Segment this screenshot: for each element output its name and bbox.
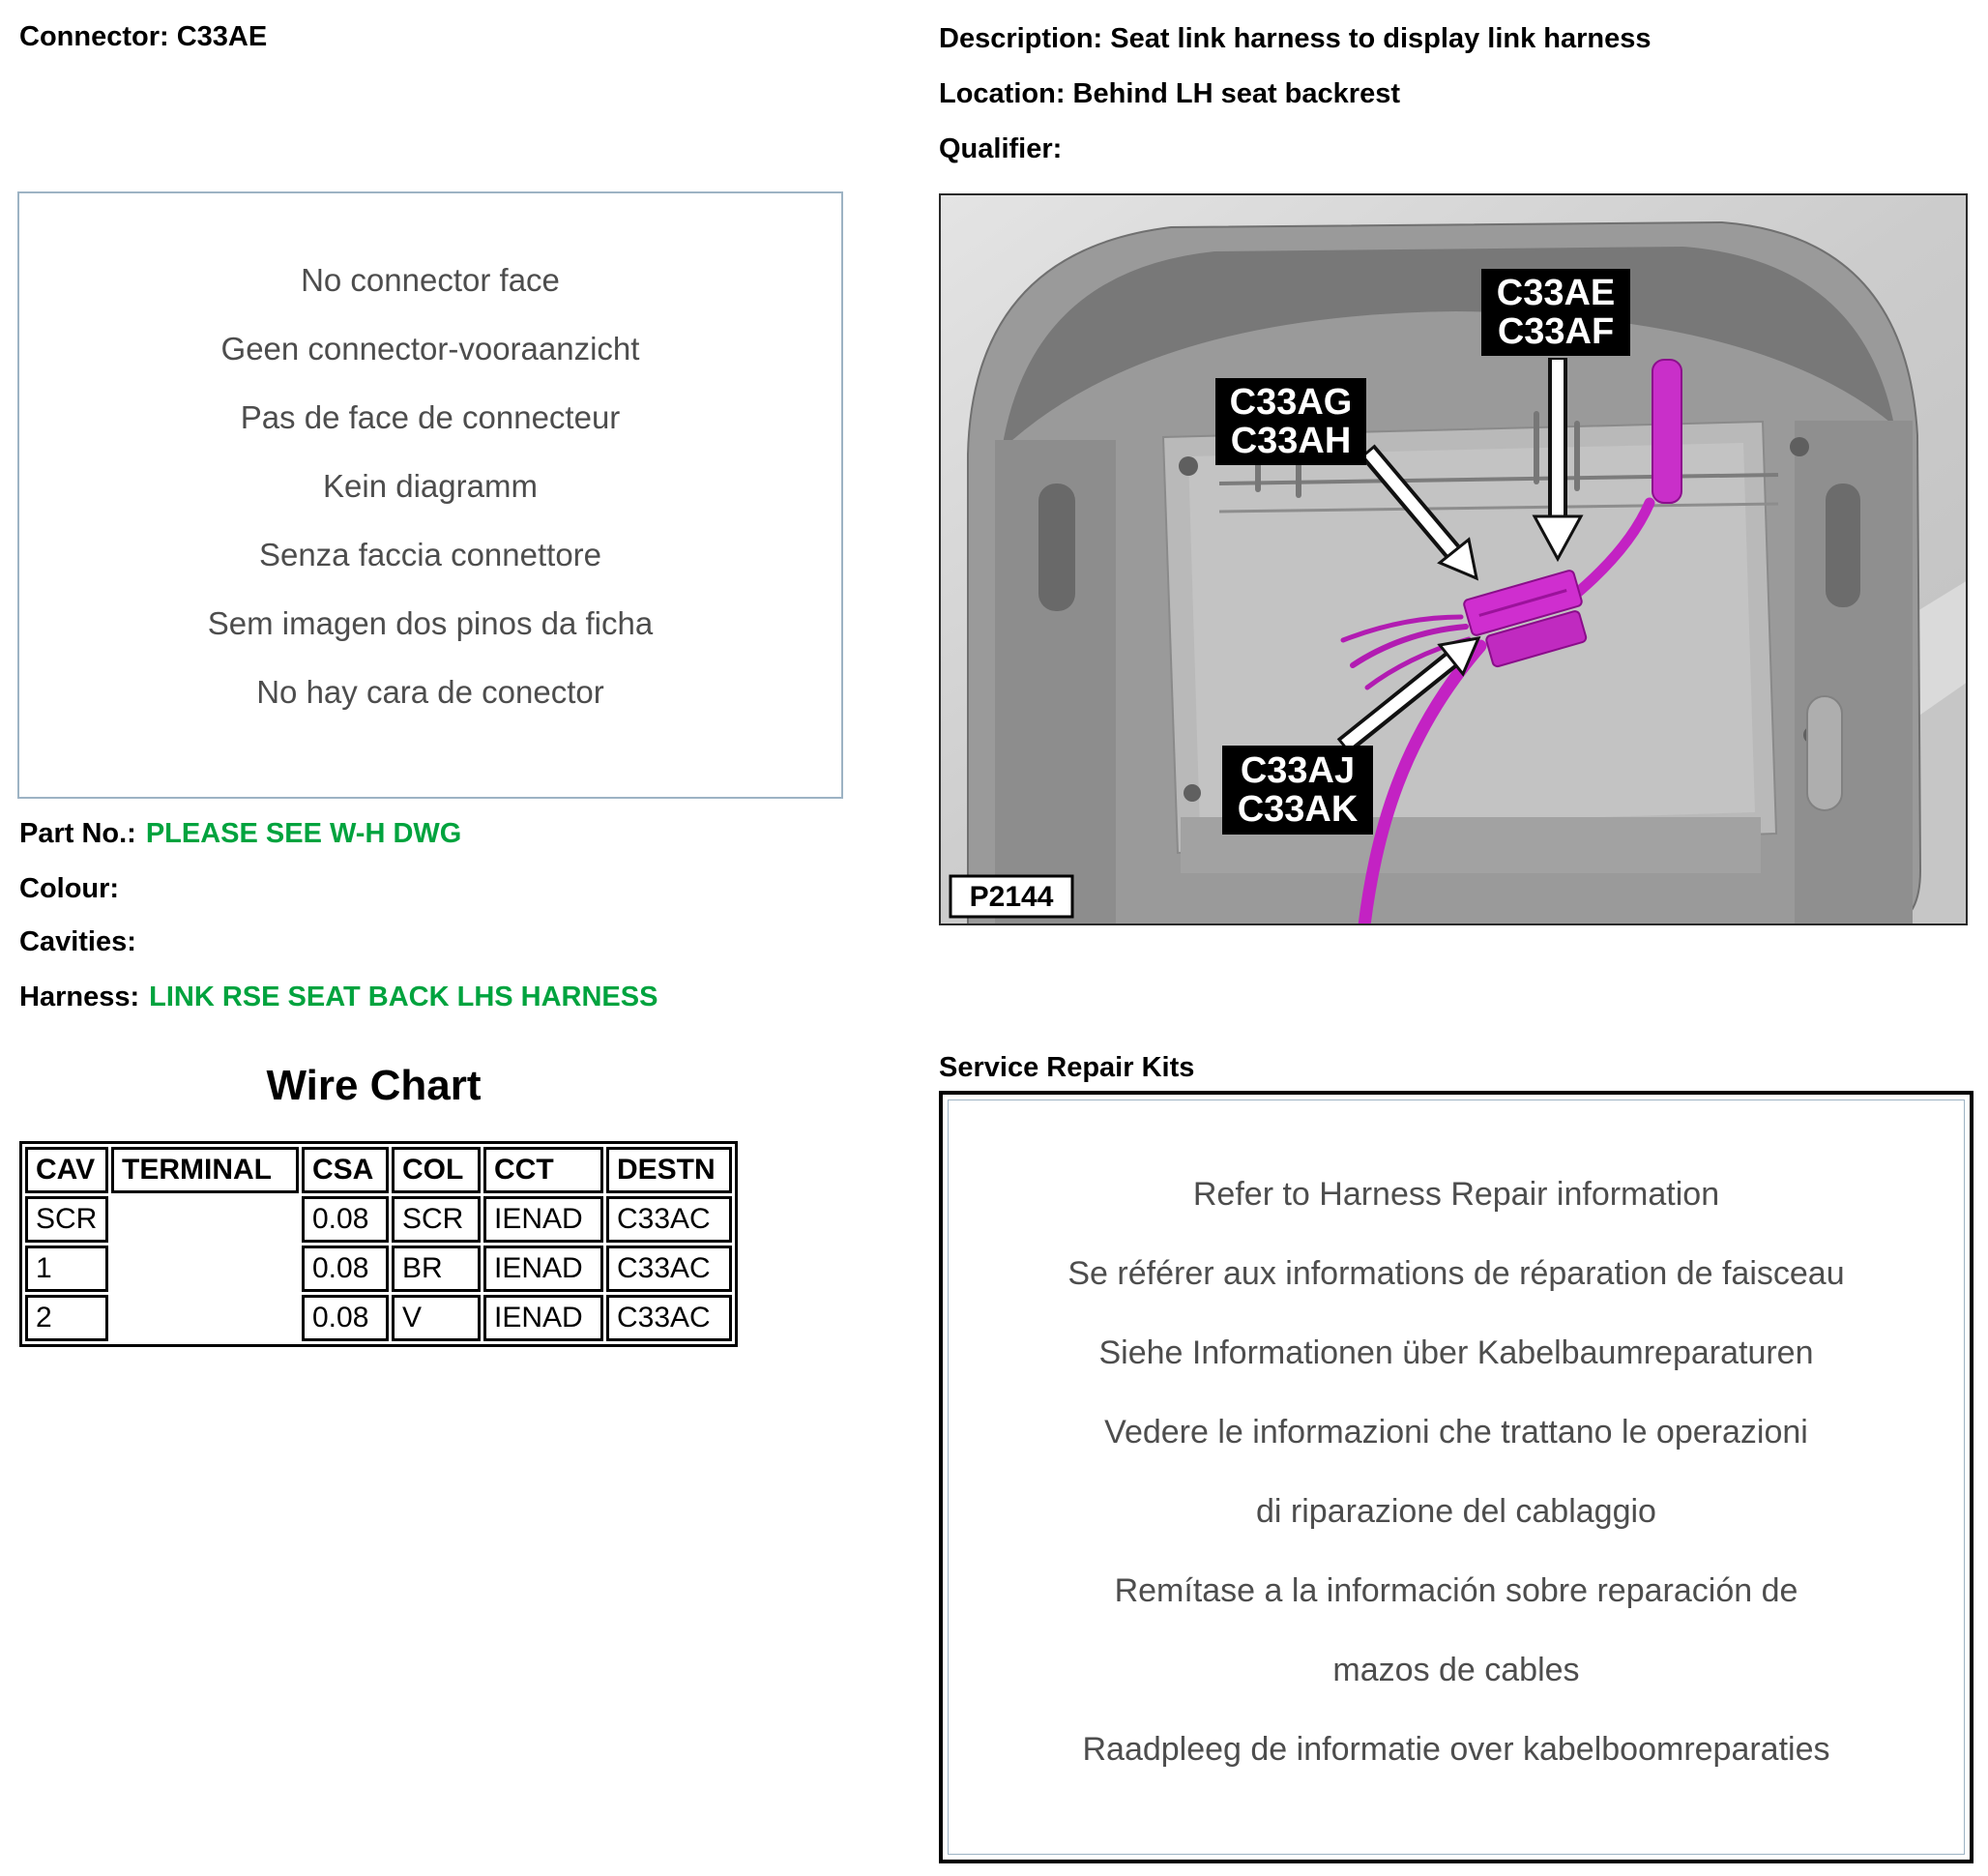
callout-line: C33AK	[1237, 789, 1359, 830]
wire-chart-title: Wire Chart	[266, 1062, 482, 1109]
wire-chart-cell: IENAD	[483, 1196, 603, 1243]
wire-chart-cell: C33AC	[606, 1246, 732, 1292]
wire-chart-cell: IENAD	[483, 1246, 603, 1292]
wire-chart-header-cell: TERMINAL	[111, 1147, 299, 1193]
callout-c33ae-c33af	[1481, 269, 1630, 356]
seat-figure-image	[939, 193, 1968, 925]
wire-chart-header-row	[25, 1147, 732, 1193]
noface-line: Sem imagen dos pinos da ficha	[207, 605, 654, 641]
wire-chart-cell: 0.08	[302, 1196, 389, 1243]
wire-chart-cell: IENAD	[483, 1295, 603, 1341]
wire-chart-cell	[111, 1196, 299, 1243]
harness-value: LINK RSE SEAT BACK LHS HARNESS	[149, 982, 658, 1012]
location-figure	[939, 193, 1968, 925]
wire-chart-section	[19, 1141, 738, 1347]
wire-chart-header-cell: COL	[392, 1147, 481, 1193]
callout-line: C33AJ	[1240, 750, 1356, 791]
figure-id-badge	[950, 876, 1072, 917]
wire-chart-cell	[111, 1295, 299, 1341]
seat-frame	[968, 222, 1920, 925]
service-line: di riparazione del cablaggio	[1256, 1493, 1656, 1530]
service-line: Raadpleeg de informatie over kabelboomreparaties	[1082, 1731, 1830, 1768]
wire-chart-cell: SCR	[392, 1196, 481, 1243]
part-no-label: Part No.:	[19, 818, 136, 849]
wire-chart-cell: 0.08	[302, 1295, 389, 1341]
callout-line: C33AH	[1230, 421, 1352, 461]
callout-c33aj-c33ak	[1222, 746, 1373, 835]
wire-chart-cell: BR	[392, 1246, 481, 1292]
noface-line: Kein diagramm	[323, 468, 538, 504]
wire-chart-cell: SCR	[25, 1196, 108, 1243]
service-repair-kits-box	[939, 1091, 1973, 1863]
colour-row	[19, 873, 129, 905]
description-line: Description: Seat link harness to display link harness	[939, 23, 1652, 54]
wire-chart-header-cell: CAV	[25, 1147, 108, 1193]
wire-chart-table	[19, 1141, 738, 1347]
service-line: Vedere le informazioni che trattano le operazioni	[1104, 1414, 1808, 1451]
service-line: mazos de cables	[1332, 1652, 1580, 1688]
callout-line: C33AE	[1496, 273, 1616, 313]
wire-chart-cell: 0.08	[302, 1246, 389, 1292]
noface-line: No connector face	[301, 262, 560, 298]
service-line: Se référer aux informations de réparation de faisceau	[1067, 1255, 1845, 1292]
wire-chart-body	[25, 1196, 732, 1341]
noface-line: Senza faccia connettore	[258, 537, 602, 572]
callout-c33ag-c33ah	[1215, 378, 1366, 465]
wire-chart-header-cell: CCT	[483, 1147, 603, 1193]
cavities-row	[19, 926, 146, 958]
part-no-value: PLEASE SEE W-H DWG	[145, 818, 462, 849]
callout-line: C33AG	[1229, 382, 1353, 423]
service-line: Remítase a la información sobre reparación de	[1114, 1572, 1798, 1609]
service-repair-kits-inner	[948, 1099, 1965, 1855]
figure-id-text: P2144	[969, 881, 1054, 913]
qualifier-line: Qualifier:	[939, 133, 1063, 164]
noface-line: No hay cara de conector	[256, 674, 604, 710]
service-line: Refer to Harness Repair information	[1192, 1176, 1720, 1213]
wire-chart-row	[25, 1295, 732, 1341]
connector-heading: Connector: C33AE	[19, 21, 268, 52]
wire-chart-cell: C33AC	[606, 1295, 732, 1341]
wire-chart-header-cell: CSA	[302, 1147, 389, 1193]
no-connector-face-box	[17, 191, 843, 799]
wire-chart-cell: C33AC	[606, 1196, 732, 1243]
service-line: Siehe Informationen über Kabelbaumreparaturen	[1098, 1334, 1814, 1371]
wire-chart-header-cell: DESTN	[606, 1147, 732, 1193]
harness-row	[19, 982, 658, 1013]
noface-line: Pas de face de connecteur	[240, 399, 621, 435]
harness-label: Harness:	[19, 982, 140, 1012]
location-line: Location: Behind LH seat backrest	[939, 78, 1400, 109]
wire-chart-row	[25, 1246, 732, 1292]
wire-chart-cell: V	[392, 1295, 481, 1341]
callout-line: C33AF	[1497, 311, 1615, 352]
wire-chart-cell	[111, 1246, 299, 1292]
wire-chart-cell: 1	[25, 1246, 108, 1292]
service-repair-kits-title: Service Repair Kits	[939, 1052, 1195, 1083]
wire-chart-cell: 2	[25, 1295, 108, 1341]
wire-chart-row	[25, 1196, 732, 1243]
noface-line: Geen connector-vooraanzicht	[220, 331, 640, 366]
part-no-row	[19, 818, 461, 850]
cavities-label: Cavities:	[19, 926, 136, 957]
colour-label: Colour:	[19, 873, 120, 904]
